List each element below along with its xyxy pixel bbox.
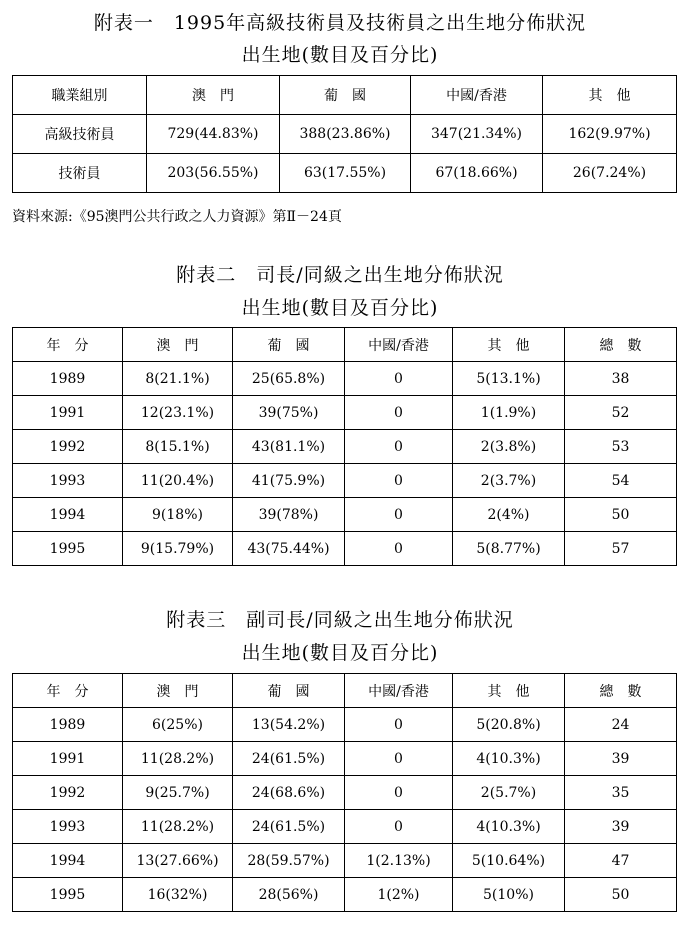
table-cell: 41(75.9%) [233, 464, 345, 498]
table-cell: 1993 [13, 810, 123, 844]
header-cell: 澳 門 [123, 328, 233, 362]
table-cell: 5(10%) [453, 878, 565, 912]
table-cell: 8(21.1%) [123, 362, 233, 396]
table-cell: 2(5.7%) [453, 776, 565, 810]
header-cell: 年 分 [13, 674, 123, 708]
table-cell: 28(59.57%) [233, 844, 345, 878]
table-cell: 43(75.44%) [233, 532, 345, 566]
table-row [13, 742, 677, 776]
header-cell: 葡 國 [280, 76, 411, 115]
header-cell: 其 他 [543, 76, 677, 115]
table-row [13, 844, 677, 878]
header-cell: 中國/香港 [345, 674, 453, 708]
table-cell: 0 [345, 742, 453, 776]
header-cell: 總 數 [565, 674, 677, 708]
table-cell: 57 [565, 532, 677, 566]
table-cell: 0 [345, 708, 453, 742]
header-cell: 年 分 [13, 328, 123, 362]
header-cell: 葡 國 [233, 674, 345, 708]
table-cell: 9(18%) [123, 498, 233, 532]
table-cell: 24 [565, 708, 677, 742]
table-cell: 53 [565, 430, 677, 464]
table-cell: 54 [565, 464, 677, 498]
table-cell: 2(3.8%) [453, 430, 565, 464]
table-cell: 24(61.5%) [233, 742, 345, 776]
table-cell: 24(68.6%) [233, 776, 345, 810]
header-cell: 澳 門 [123, 674, 233, 708]
table-cell: 1995 [13, 878, 123, 912]
table-cell: 39 [565, 742, 677, 776]
table-row [13, 810, 677, 844]
table-cell: 1(2.13%) [345, 844, 453, 878]
table3 [12, 673, 677, 912]
table-cell: 12(23.1%) [123, 396, 233, 430]
table-cell: 5(10.64%) [453, 844, 565, 878]
table3-subtitle: 出生地(數目及百分比) [241, 642, 439, 664]
table-cell: 162(9.97%) [543, 115, 677, 154]
table-cell: 729(44.83%) [147, 115, 280, 154]
table-cell: 67(18.66%) [411, 154, 543, 193]
header-cell: 澳 門 [147, 76, 280, 115]
table-cell: 11(28.2%) [123, 742, 233, 776]
table-cell: 25(65.8%) [233, 362, 345, 396]
table-cell: 63(17.55%) [280, 154, 411, 193]
table2-subtitle: 出生地(數目及百分比) [241, 297, 439, 319]
table-cell: 5(8.77%) [453, 532, 565, 566]
table1-subtitle: 出生地(數目及百分比) [241, 44, 439, 66]
table-cell: 43(81.1%) [233, 430, 345, 464]
table-row [13, 708, 677, 742]
header-cell: 其 他 [453, 328, 565, 362]
table-cell: 39(75%) [233, 396, 345, 430]
table-row [13, 154, 677, 193]
table-cell: 38 [565, 362, 677, 396]
table-cell: 13(27.66%) [123, 844, 233, 878]
table-cell: 5(13.1%) [453, 362, 565, 396]
table2-header-row [13, 328, 677, 362]
table-cell: 11(28.2%) [123, 810, 233, 844]
table1-source: 資料來源:《95澳門公共行政之人力資源》第Ⅱ－24頁 [12, 209, 342, 225]
table-row [13, 430, 677, 464]
table-cell: 50 [565, 498, 677, 532]
table-cell: 4(10.3%) [453, 810, 565, 844]
table-cell: 8(15.1%) [123, 430, 233, 464]
table-cell: 1991 [13, 396, 123, 430]
table-cell: 0 [345, 464, 453, 498]
table-cell: 203(56.55%) [147, 154, 280, 193]
table-cell: 1(1.9%) [453, 396, 565, 430]
table2 [12, 327, 677, 566]
table-cell: 9(25.7%) [123, 776, 233, 810]
table-cell: 0 [345, 362, 453, 396]
table-cell: 0 [345, 776, 453, 810]
table3-header-row [13, 674, 677, 708]
table-cell: 1994 [13, 498, 123, 532]
header-cell: 葡 國 [233, 328, 345, 362]
table-cell: 0 [345, 810, 453, 844]
table-cell: 347(21.34%) [411, 115, 543, 154]
table-row [13, 878, 677, 912]
table-cell: 9(15.79%) [123, 532, 233, 566]
table-cell: 1991 [13, 742, 123, 776]
table-cell: 35 [565, 776, 677, 810]
table1-title: 附表一 1995年高級技術員及技術員之出生地分佈狀況 [93, 12, 587, 34]
table-cell: 388(23.86%) [280, 115, 411, 154]
table-cell: 4(10.3%) [453, 742, 565, 776]
table-row [13, 396, 677, 430]
table2-body [13, 328, 677, 566]
table-cell: 24(61.5%) [233, 810, 345, 844]
table-cell: 0 [345, 532, 453, 566]
table-cell: 2(3.7%) [453, 464, 565, 498]
table1 [12, 75, 677, 193]
table-cell: 2(4%) [453, 498, 565, 532]
table2-title: 附表二 司長/同級之出生地分佈狀況 [176, 264, 504, 286]
table-cell: 1993 [13, 464, 123, 498]
table-cell: 1989 [13, 362, 123, 396]
table-cell: 6(25%) [123, 708, 233, 742]
header-cell: 職業組別 [13, 76, 147, 115]
table-cell: 26(7.24%) [543, 154, 677, 193]
table-cell: 1992 [13, 430, 123, 464]
table-cell: 39 [565, 810, 677, 844]
table-cell: 0 [345, 396, 453, 430]
table-row [13, 776, 677, 810]
table-cell: 5(20.8%) [453, 708, 565, 742]
table3-body [13, 674, 677, 912]
table-cell: 1992 [13, 776, 123, 810]
table-cell: 0 [345, 430, 453, 464]
header-cell: 其 他 [453, 674, 565, 708]
header-cell: 中國/香港 [345, 328, 453, 362]
table-row [13, 532, 677, 566]
table-cell: 0 [345, 498, 453, 532]
table1-body [13, 76, 677, 193]
table-cell: 11(20.4%) [123, 464, 233, 498]
table-cell: 13(54.2%) [233, 708, 345, 742]
table-cell: 50 [565, 878, 677, 912]
table-cell: 39(78%) [233, 498, 345, 532]
header-cell: 總 數 [565, 328, 677, 362]
table-row [13, 498, 677, 532]
table-row [13, 115, 677, 154]
table-cell: 16(32%) [123, 878, 233, 912]
table-cell: 1995 [13, 532, 123, 566]
table-cell: 47 [565, 844, 677, 878]
header-cell: 中國/香港 [411, 76, 543, 115]
table-cell: 1994 [13, 844, 123, 878]
table-cell: 1(2%) [345, 878, 453, 912]
table1-header-row [13, 76, 677, 115]
table-row [13, 464, 677, 498]
table-row [13, 362, 677, 396]
table-cell: 技術員 [13, 154, 147, 193]
table-cell: 1989 [13, 708, 123, 742]
table-cell: 52 [565, 396, 677, 430]
table-cell: 高級技術員 [13, 115, 147, 154]
table-cell: 28(56%) [233, 878, 345, 912]
table3-title: 附表三 副司長/同級之出生地分佈狀況 [166, 609, 514, 631]
